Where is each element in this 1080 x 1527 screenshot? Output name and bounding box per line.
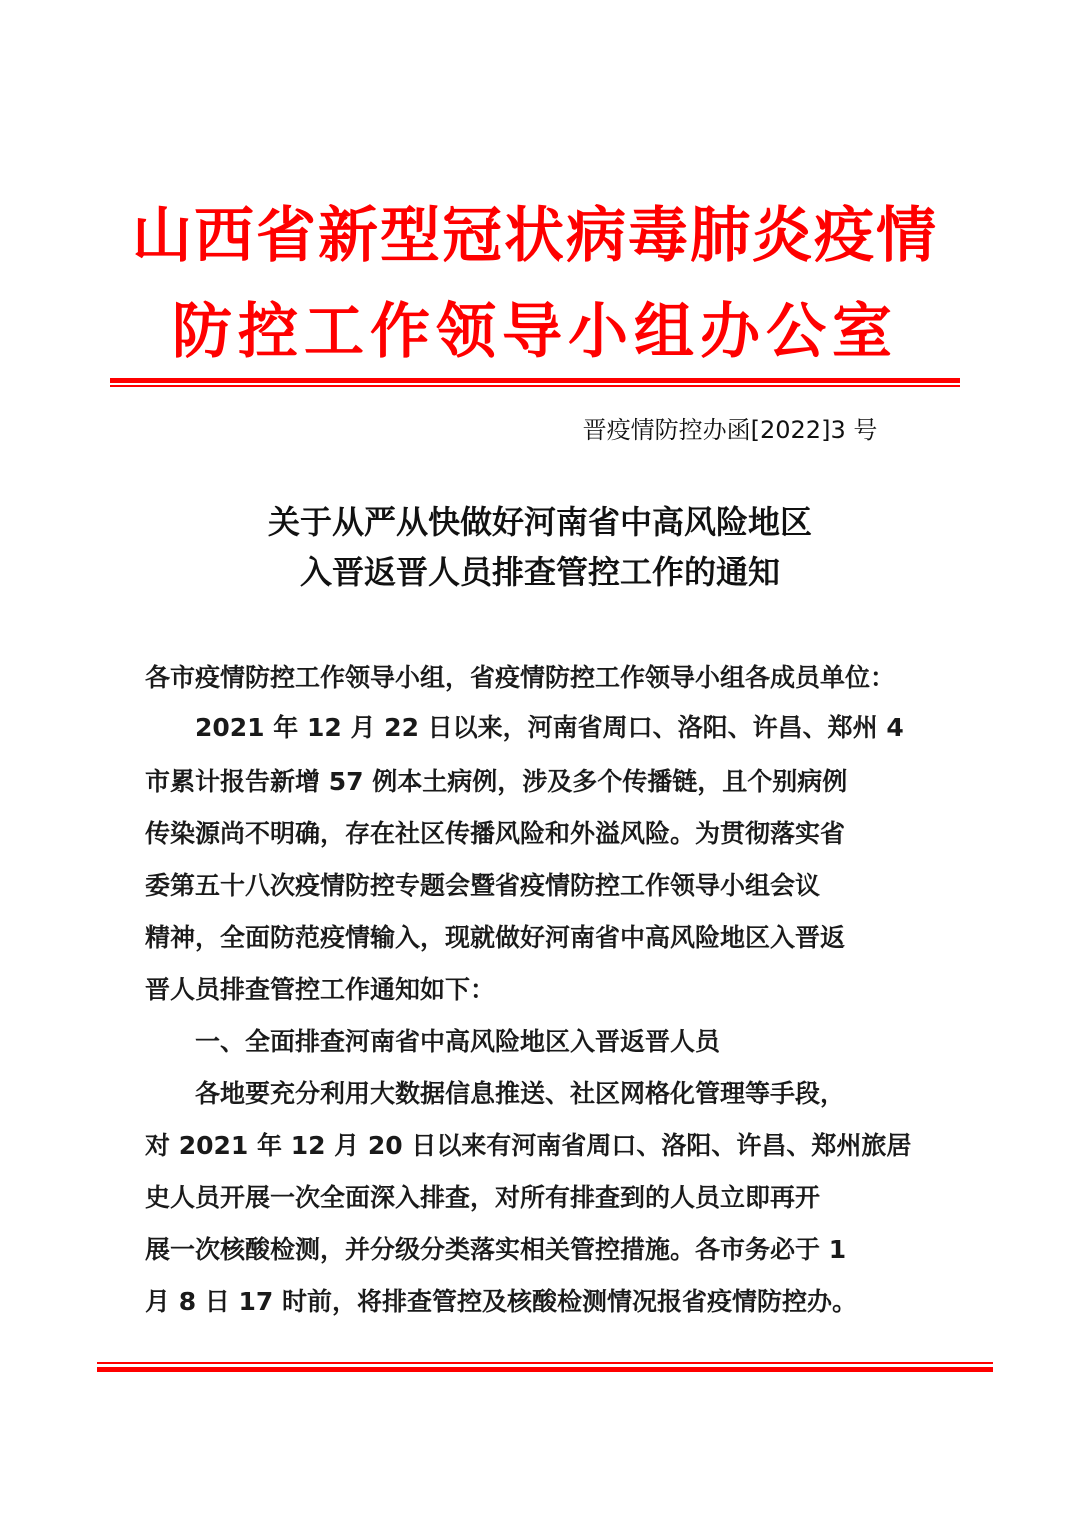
section-heading-1: 一、全面排查河南省中高风险地区入晋返晋人员 <box>145 1027 721 1056</box>
issuer-title-line-1: 山西省新型冠状病毒肺炎疫情 <box>132 201 938 271</box>
body-line: 各地要充分利用大数据信息推送、社区网格化管理等手段， <box>145 1079 846 1108</box>
header-red-rule-thin <box>110 385 960 387</box>
body-line: 月 8 日 17 时前，将排查管控及核酸检测情况报省疫情防控办。 <box>145 1287 858 1316</box>
body-line: 2021 年 12 月 22 日以来，河南省周口、洛阳、许昌、郑州 4 <box>145 713 904 742</box>
body-line: 委第五十八次疫情防控专题会暨省疫情防控工作领导小组会议 <box>145 871 821 900</box>
document-number: 晋疫情防控办函[2022]3 号 <box>582 416 878 444</box>
body-line: 展一次核酸检测，并分级分类落实相关管控措施。各市务必于 1 <box>145 1235 847 1264</box>
issuer-title-line-2: 防控工作领导小组办公室 <box>172 297 898 367</box>
header-red-rule-thick <box>110 378 960 383</box>
body-line: 市累计报告新增 57 例本土病例，涉及多个传播链，且个别病例 <box>145 767 848 796</box>
body-line-addressee: 各市疫情防控工作领导小组，省疫情防控工作领导小组各成员单位： <box>145 663 896 692</box>
body-line: 史人员开展一次全面深入排查，对所有排查到的人员立即再开 <box>145 1183 821 1212</box>
body-line: 晋人员排查管控工作通知如下： <box>145 975 496 1004</box>
footer-red-rule-thin <box>97 1362 993 1364</box>
notice-title-line-1: 关于从严从快做好河南省中高风险地区 <box>267 503 812 541</box>
body-line: 传染源尚不明确，存在社区传播风险和外溢风险。为贯彻落实省 <box>145 819 846 848</box>
body-line: 对 2021 年 12 月 20 日以来有河南省周口、洛阳、许昌、郑州旅居 <box>145 1131 912 1160</box>
body-line: 精神，全面防范疫情输入，现就做好河南省中高风险地区入晋返 <box>145 923 846 952</box>
footer-red-rule-thick <box>97 1367 993 1372</box>
notice-title-line-2: 入晋返晋人员排查管控工作的通知 <box>299 553 780 591</box>
